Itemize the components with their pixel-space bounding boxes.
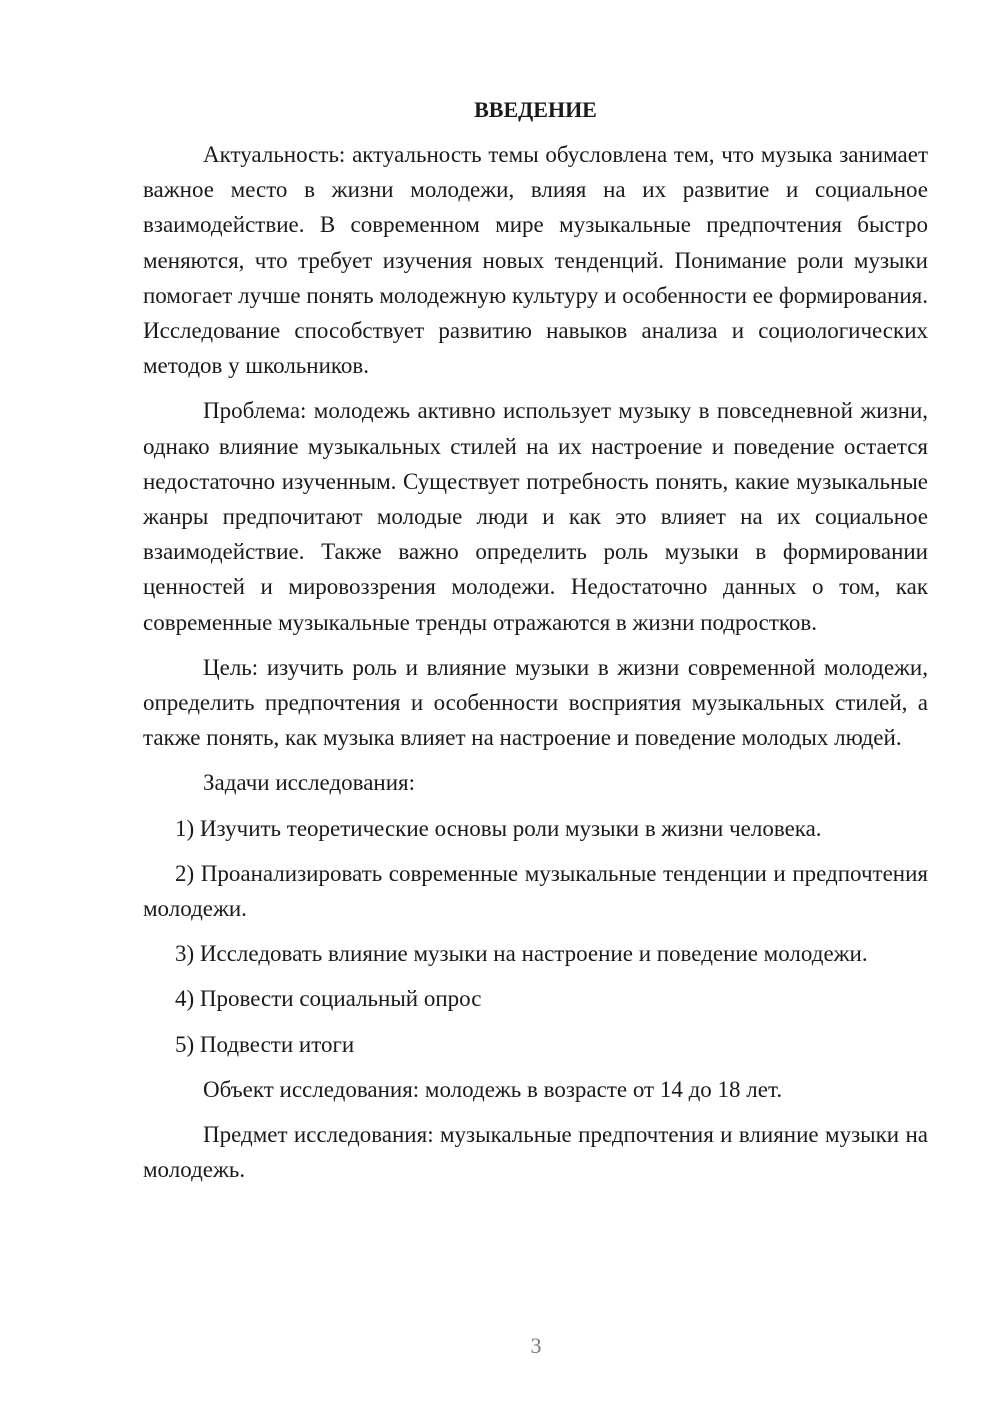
subject-paragraph: Предмет исследования: музыкальные предпочтения и влияние музыки на молодежь. <box>143 1122 928 1183</box>
task-item: 2) Проанализировать современные музыкальные тенденции и предпочтения молодежи. <box>143 860 928 922</box>
tasks-heading: Задачи исследования: <box>203 770 416 796</box>
relevance-paragraph: Актуальность: актуальность темы обусловлена тем, что музыка занимает важное место в жизни молодежи, влияя на их развитие и социальное взаимодействие. В современном мире музыкальные предпочтения быстро меняются, что требует изучения новых тенденций. Понимание роли музыки помогает лучше понять молодежную культуру и особенности ее формирования. Исследование способствует развитию навыков анализа и социологических методов у школьников. <box>143 142 928 379</box>
task-item: 3) Исследовать влияние музыки на настроение и поведение молодежи. <box>175 941 868 967</box>
problem-paragraph: Проблема: молодежь активно использует музыку в повседневной жизни, однако влияние музыкальных стилей на их настроение и поведение остается недостаточно изученным. Существует потребность понять, какие музыкальные жанры предпочитают молодые люди и как это влияет на их социальное взаимодействие. Также важно определить роль музыки в формировании ценностей и мировоззрения молодежи. Недостаточно данных о том, как современные музыкальные тренды отражаются в жизни подростков. <box>143 398 928 635</box>
task-item: 5) Подвести итоги <box>175 1031 355 1057</box>
goal-paragraph: Цель: изучить роль и влияние музыки в жизни современной молодежи, определить предпочтения и особенности восприятия музыкальных стилей, а также понять, как музыка влияет на настроение и поведение молодых людей. <box>143 654 928 751</box>
page-number: 3 <box>530 1333 542 1358</box>
object-paragraph: Объект исследования: молодежь в возрасте от 14 до 18 лет. <box>203 1076 783 1102</box>
page-content <box>143 92 928 1197</box>
task-item: 1) Изучить теоретические основы роли музыки в жизни человека. <box>175 815 822 841</box>
task-item: 4) Провести социальный опрос <box>175 986 482 1012</box>
section-title: ВВЕДЕНИЕ <box>474 97 597 122</box>
